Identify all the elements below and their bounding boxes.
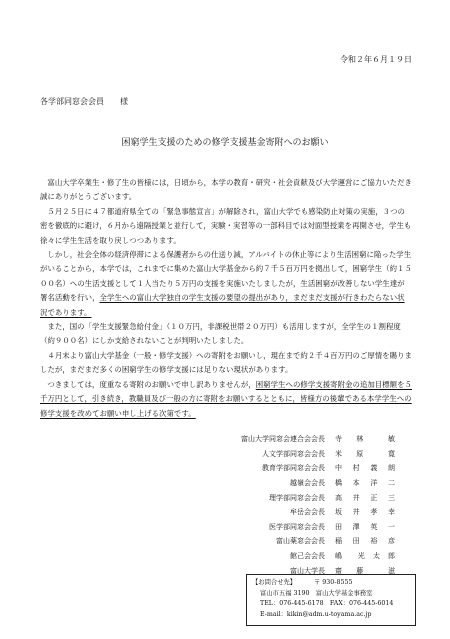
paragraph: ５月２５日に４７都道府県全ての「緊急事態宣言」が解除され，富山大学でも感染防止対策の実施，３つの密を徹底的に避け，６月から遠隔授業と並行して，実験・実習等の一部科目では対面型授業を再開させ，学生も徐々に学生生活を取り戻しつつあります。 [40,206,412,245]
signatory-name: 稲 田 裕 彦 [335,537,395,546]
contact-box [246,574,416,626]
date: 令和２年６月１９日 [340,55,412,64]
signatory-org: 理学部同窓会会長 [269,493,325,502]
signatory-org: 富山薬窓会会長 [276,537,325,546]
contact-phone-fax: TEL：076-445-6178 FAX：076-445-6014 [260,600,394,607]
signatory-name: 高 井 正 三 [335,493,395,502]
paragraph [40,378,412,421]
paragraph: 富山大学卒業生・修了生の皆様には，日頃から，本学の教育・研究・社会貢献及び大学運営にご協力いただき誠にありがとうございます。 [40,178,412,202]
contact-postal: 〒 930-8555 [314,579,353,586]
signatory-org: 越嶺会会長 [290,479,325,488]
letter-body [40,176,412,421]
contact-header-row [252,578,410,589]
contact-email[interactable]: E-mail：kikin@adm.u-toyama.ac.jp [260,610,372,618]
paragraph-text: つきましては，度重なる寄附のお願いで申し訳ありませんが， [47,379,256,389]
signatory-name: 橋 本 洋 二 [335,479,395,488]
signatory [205,534,420,549]
signatory-org: 人文学部同窓会会長 [262,449,325,458]
signatory [205,432,420,447]
underlined-text: 困窮学生への修学支援寄附金の追加目標額を５千万円として，引き続き，教職員及び一般の方に寄附をお願いするとともに，皆様方の後輩である本学学生への修学支援を改めてお願い申し上げる次第です。 [40,379,412,418]
signatories [205,432,420,578]
signatory-name: 米 原 寛 [335,449,395,458]
paragraph [40,248,412,320]
signatory-name: 田 澤 英 一 [335,522,395,531]
signatory-org: 医学部同窓会会長 [269,522,325,531]
signatory [205,476,420,491]
signatory-name: 坂 井 孝 幸 [335,508,395,517]
signatory [205,447,420,462]
signatory-org: 富山大学同窓会連合会会長 [241,435,325,444]
recipient: 各学部同窓会会員 様 [40,97,128,106]
signatory-org: 牟岳会会長 [290,508,325,517]
paragraph: ４月末より富山大学基金（一般・修学支援）への寄附をお願いし，現在まで約２千４百万円のご厚情を賜りましたが，まだまだ多くの困窮学生の修学支援には足りない現状があります。 [40,350,412,375]
signatory [205,505,420,520]
signatory-name: 齋 藤 滋 [335,566,395,575]
contact-label: 【お問合せ先】 [252,579,297,586]
signatory [205,520,420,535]
signatory-name: 中 村 義 朗 [335,464,395,473]
signatory [205,549,420,564]
contact-address: 富山市五福 3190 富山大学基金事務室 [260,589,373,597]
signatory-org: 富山大学長 [290,566,325,575]
signatory-org: 教育学部同窓会会長 [262,464,325,473]
signatory [205,490,420,505]
signatory-name: 嶋 光 太 郎 [335,552,395,561]
underlined-text: 全学生への富山大学独自の学生支援の要望の提出があり，まだまだ支援が行きわたらない状況であります。 [40,293,405,317]
signatory-org: 館己会会長 [290,552,325,561]
letter-title: 困窮学生支援のための修学支援基金寄附へのお願い [121,138,329,148]
signatory-name: 寺 林 敏 [335,435,395,444]
signatory [205,461,420,476]
paragraph-text: しかし，社会全体の経済停滞による保護者からの仕送り減，アルバイトの休止等により生活困窮に陥った学生がいることから，本学では，これまでに集めた富山大学基金から約７千５百万円を拠出して，困窮学生（約１５００名）への生活支援として１人当たり５万円の支援を実施いたしましたが，生活困窮が改善しない学生達が署名活動を行い， [40,250,412,303]
paragraph: また，国の「学生支援緊急給付金」（１０万円，非課税世帯２０万円）も活用しますが，全学生の１割程度（約９００名）にしか支給されないことが判明いたしました。 [40,322,401,346]
